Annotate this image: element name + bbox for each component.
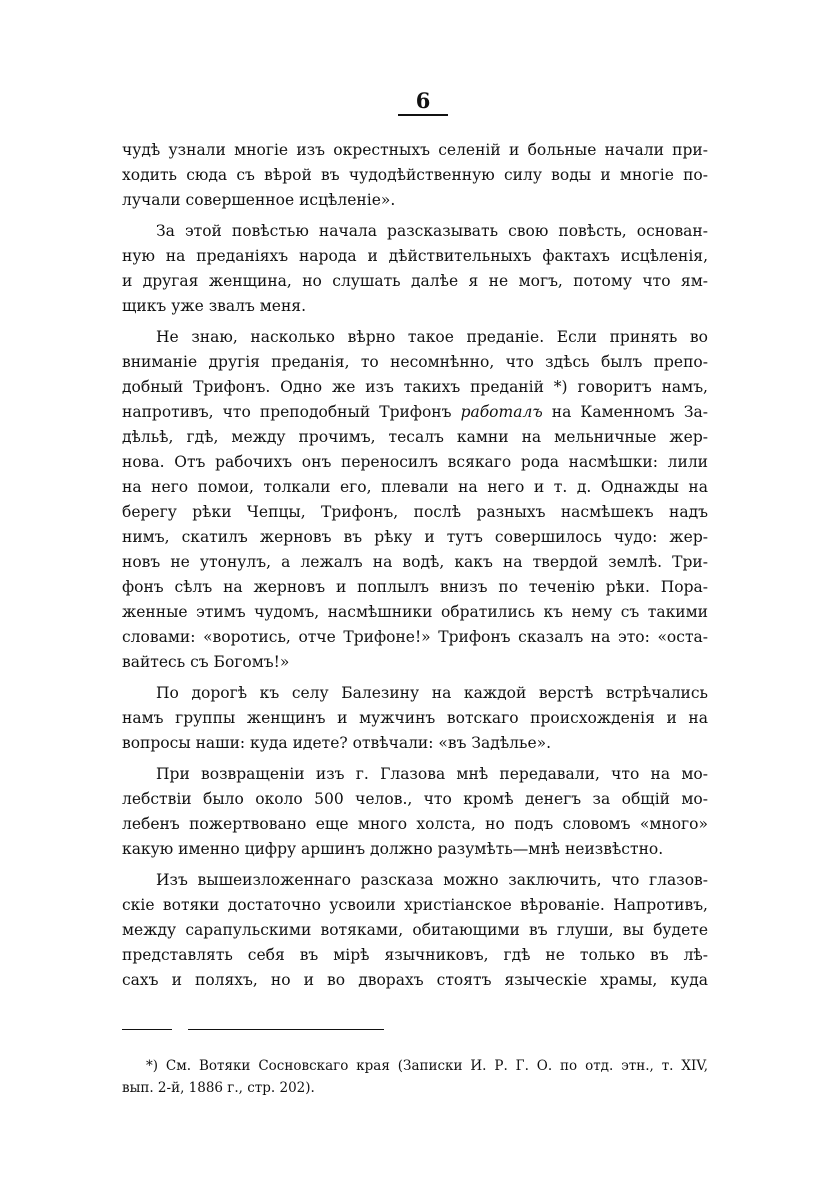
text-line: нова. Отъ рабочихъ онъ переносилъ всякаго рода насмѣшки: лили: [122, 453, 708, 471]
text-line: вниманіе другія преданія, то несомнѣнно, что здѣсь былъ препо-: [122, 353, 708, 371]
page-number-rule: [398, 114, 448, 116]
text-line: дѣльѣ, гдѣ, между прочимъ, тесалъ камни на мельничные жер-: [122, 428, 708, 446]
text-line: сахъ и поляхъ, но и во дворахъ стоятъ языческіе храмы, куда: [122, 971, 708, 989]
text-line-with-italic: [122, 400, 708, 425]
text-line: При возвращеніи изъ г. Глазова мнѣ передавали, что на мо-: [156, 765, 708, 783]
text-line: ную на преданіяхъ народа и дѣйствительныхъ фактахъ исцѣленія,: [122, 247, 708, 265]
text-line: берегу рѣки Чепцы, Трифонъ, послѣ разныхъ насмѣшекъ надъ: [122, 503, 708, 521]
text-segment: напротивъ, что преподобный Трифонъ: [122, 403, 452, 421]
footnote-line: вып. 2-й, 1886 г., стр. 202).: [122, 1080, 315, 1096]
page-number: 6: [415, 88, 431, 113]
text-line: ходить сюда съ вѣрой въ чудодѣйственную силу воды и многіе по-: [122, 166, 708, 184]
text-line: чудѣ узнали многіе изъ окрестныхъ селеній и больные начали при-: [122, 141, 708, 159]
text-line: лебенъ пожертвовано еще много холста, но подъ словомъ «много»: [122, 815, 708, 833]
paragraph: [122, 762, 708, 862]
text-line: представлять себя въ мірѣ язычниковъ, гдѣ не только въ лѣ-: [122, 946, 708, 964]
text-line: скіе вотяки достаточно усвоили христіанское вѣрованіе. Напротивъ,: [122, 896, 708, 914]
footnote-rule-short: [122, 1029, 172, 1030]
paragraph: [122, 219, 708, 319]
paragraph: [122, 138, 708, 213]
footnote-separator: [122, 1029, 342, 1031]
text-line: новъ не утонулъ, а лежалъ на водѣ, какъ на твердой землѣ. Три-: [122, 553, 708, 571]
text-line: вопросы наши: куда идете? отвѣчали: «въ Задѣлье».: [122, 734, 552, 752]
footnote-rule-long: [188, 1029, 384, 1030]
text-line: вайтесь съ Богомъ!»: [122, 653, 290, 671]
text-line: лебствіи было около 500 челов., что кромѣ денегъ за общій мо-: [122, 790, 708, 808]
text-line: лучали совершенное исцѣленіе».: [122, 191, 396, 209]
text-line: За этой повѣстью начала разсказывать свою повѣсть, основан-: [156, 222, 708, 240]
body-text: [122, 138, 708, 993]
text-line: Изъ вышеизложеннаго разсказа можно заключить, что глазов-: [156, 871, 708, 889]
text-line: какую именно цифру аршинъ должно разумѣть—мнѣ неизвѣстно.: [122, 840, 664, 858]
text-line: добный Трифонъ. Одно же изъ такихъ преданій *) говоритъ намъ,: [122, 378, 708, 396]
text-line: словами: «воротись, отче Трифоне!» Трифонъ сказалъ на это: «оста-: [122, 628, 708, 646]
footnote: [122, 1055, 708, 1099]
paragraph: [122, 325, 708, 675]
text-line: нимъ, скатилъ жерновъ въ рѣку и тутъ совершилось чудо: жер-: [122, 528, 708, 546]
paragraph: [122, 681, 708, 756]
footnote-line: *) См. Вотяки Сосновскаго края (Записки И. Р. Г. О. по отд. этн., т. XIV,: [146, 1058, 708, 1074]
text-line: на него помои, толкали его, плевали на него и т. д. Однажды на: [122, 478, 708, 496]
text-line: фонъ сѣлъ на жерновъ и поплылъ внизъ по теченію рѣки. Пора-: [122, 578, 708, 596]
text-line: между сарапульскими вотяками, обитающими въ глуши, вы будете: [122, 921, 708, 939]
text-line: По дорогѣ къ селу Балезину на каждой верстѣ встрѣчались: [156, 684, 708, 702]
paragraph: [122, 868, 708, 993]
italic-word: работалъ: [460, 403, 543, 421]
text-segment: на Каменномъ За-: [551, 403, 708, 421]
text-line: щикъ уже звалъ меня.: [122, 297, 307, 315]
text-line: женные этимъ чудомъ, насмѣшники обратились къ нему съ такими: [122, 603, 708, 621]
text-line: намъ группы женщинъ и мужчинъ вотскаго происхожденія и на: [122, 709, 708, 727]
text-line: Не знаю, насколько вѣрно такое преданіе. Если принять во: [156, 328, 708, 346]
text-line: и другая женщина, но слушать далѣе я не могъ, потому что ям-: [122, 272, 708, 290]
